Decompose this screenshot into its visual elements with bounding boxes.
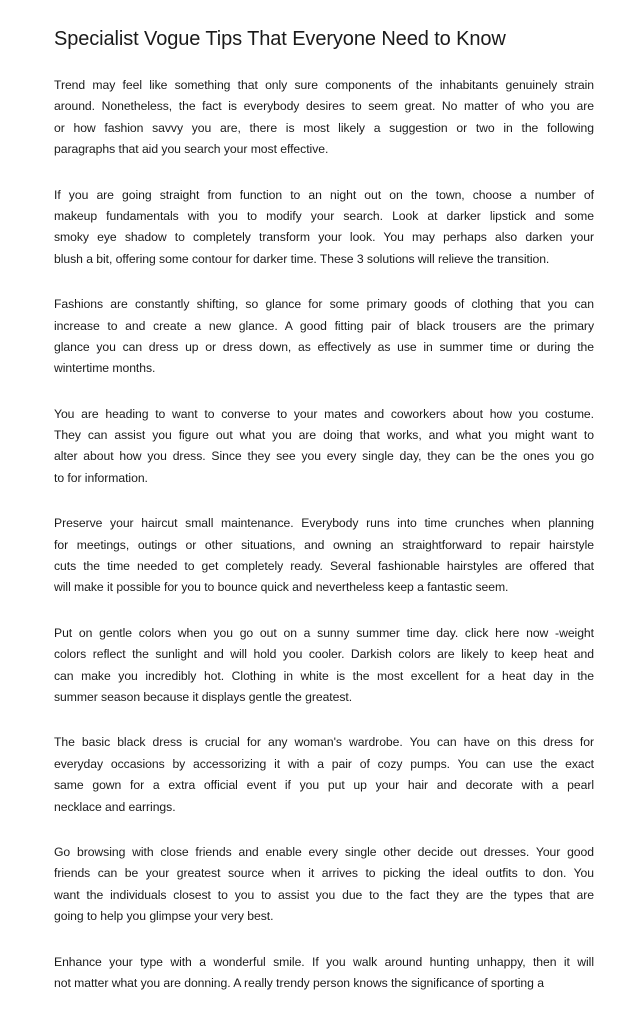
paragraph — [54, 513, 594, 599]
text-line: going to help you glimpse your very best. — [54, 909, 274, 924]
paragraph — [54, 842, 594, 928]
text-line: You are heading to want to converse to your mates and coworkers about how you costume. — [54, 406, 594, 421]
paragraph — [54, 294, 594, 380]
text-line: smoky eye shadow to completely transform your look. You may perhaps also darken your — [54, 230, 594, 245]
text-line: cuts the time needed to get completely ready. Several fashionable hairstyles are offered that — [54, 559, 594, 574]
text-line: or how fashion savvy you are, there is most likely a suggestion or two in the following — [54, 120, 594, 135]
text-line: alter about how you dress. Since they see you every single day, they can be the ones you go — [54, 449, 594, 464]
text-line: want the individuals closest to you to assist you due to the fact they are the types that are — [54, 887, 594, 902]
text-line: to for information. — [54, 470, 148, 485]
text-line: increase to and create a new glance. A good fitting pair of black trousers are the primary — [54, 318, 594, 333]
text-line: Preserve your haircut small maintenance. Everybody runs into time crunches when planning — [54, 516, 594, 531]
document-title: Specialist Vogue Tips That Everyone Need to Know — [54, 28, 506, 50]
paragraph — [54, 952, 594, 995]
text-line: not matter what you are donning. A really trendy person knows the significance of sporting a — [54, 975, 544, 990]
text-line: will make it possible for you to bounce quick and nevertheless keep a fantastic seem. — [54, 580, 509, 595]
text-line: They can assist you figure out what you are doing that works, and what you might want to — [54, 428, 594, 443]
text-line: wintertime months. — [54, 361, 156, 376]
text-line: friends can be your greatest source when it arrives to picking the ideal outfits to don. You — [54, 866, 594, 881]
text-line: colors reflect the sunlight and will hold you cooler. Darkish colors are likely to keep heat and — [54, 647, 594, 662]
text-line: If you are going straight from function to an night out on the town, choose a number of — [54, 187, 594, 202]
paragraph — [54, 404, 594, 490]
text-line: same gown for a extra official event if you put up your hair and decorate with a pearl — [54, 778, 594, 793]
text-line: around. Nonetheless, the fact is everybody desires to seem great. No matter of who you are — [54, 99, 594, 114]
text-line: for meetings, outings or other situations, and owning an straightforward to repair hairstyle — [54, 537, 594, 552]
paragraph — [54, 732, 594, 818]
document-page — [54, 26, 594, 1018]
text-line: Put on gentle colors when you go out on a sunny summer time day. click here now -weight — [54, 625, 594, 640]
text-line: The basic black dress is crucial for any woman's wardrobe. You can have on this dress for — [54, 735, 594, 750]
text-line: can make you incredibly hot. Clothing in white is the most excellent for a heat day in the — [54, 668, 594, 683]
text-line: blush a bit, offering some contour for darker time. These 3 solutions will relieve the transition. — [54, 251, 550, 266]
paragraph — [54, 623, 594, 709]
paragraph — [54, 75, 594, 161]
text-line: makeup fundamentals with you to modify your search. Look at darker lipstick and some — [54, 208, 594, 223]
text-line: glance you can dress up or dress down, as effectively as use in summer time or during the — [54, 339, 594, 354]
text-line: Go browsing with close friends and enable every single other decide out dresses. Your good — [54, 844, 594, 859]
text-line: Fashions are constantly shifting, so glance for some primary goods of clothing that you can — [54, 297, 594, 312]
text-line: summer season because it displays gentle the greatest. — [54, 689, 353, 704]
text-line: Enhance your type with a wonderful smile. If you walk around hunting unhappy, then it will — [54, 954, 594, 969]
text-line: paragraphs that aid you search your most effective. — [54, 142, 329, 157]
text-line: everyday occasions by accessorizing it with a pair of cozy pumps. You can use the exact — [54, 756, 594, 771]
text-line: Trend may feel like something that only sure components of the inhabitants genuinely strain — [54, 78, 594, 92]
text-line: necklace and earrings. — [54, 799, 176, 814]
paragraph — [54, 185, 594, 271]
document-body — [54, 75, 594, 994]
